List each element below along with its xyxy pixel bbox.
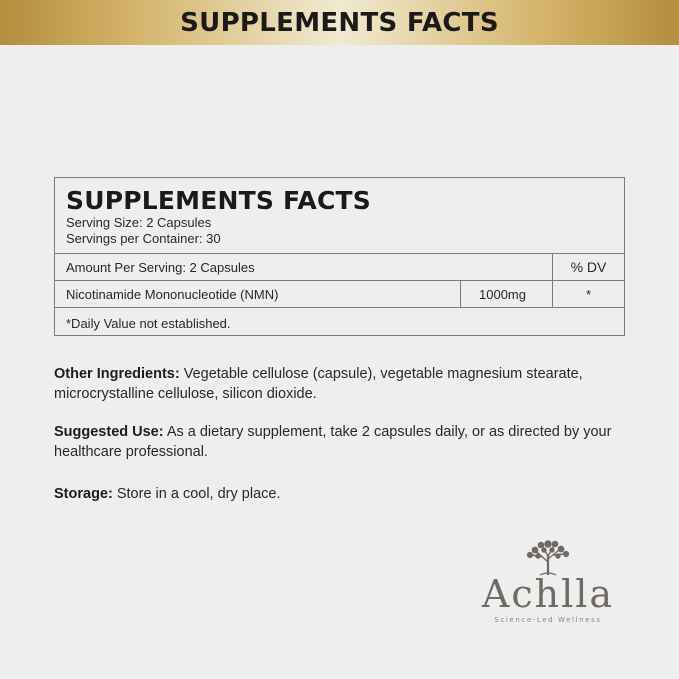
- brand-logo: [468, 540, 628, 632]
- top-banner: [0, 0, 679, 45]
- facts-footnote: *Daily Value not established.: [66, 316, 231, 331]
- other-ingredients-label: Other Ingredients:: [54, 366, 180, 382]
- banner-title: SUPPLEMENTS FACTS: [180, 7, 499, 38]
- ingredient-row: [55, 281, 624, 308]
- storage: [54, 484, 634, 504]
- storage-text: Store in a cool, dry place.: [112, 486, 281, 502]
- amount-per-serving: Amount Per Serving: 2 Capsules: [66, 259, 255, 275]
- suggested-use: [54, 422, 634, 462]
- ingredient-dv: *: [552, 281, 624, 307]
- dv-header: % DV: [552, 254, 624, 280]
- storage-label: Storage:: [54, 486, 113, 502]
- supplement-facts-panel: [54, 177, 625, 336]
- other-ingredients-text: Vegetable cellulose (capsule), vegetable magnesium stearate, microcrystalline cellulose, silicon dioxide.: [54, 366, 583, 402]
- tree-icon: [522, 540, 574, 576]
- serving-size: Serving Size: 2 Capsules: [66, 215, 212, 230]
- other-ingredients: [54, 364, 634, 404]
- ingredient-name: Nicotinamide Mononucleotide (NMN): [66, 286, 279, 302]
- facts-title: SUPPLEMENTS FACTS: [66, 186, 371, 215]
- servings-per-container: Servings per Container: 30: [66, 231, 221, 246]
- suggested-use-text: As a dietary supplement, take 2 capsules daily, or as directed by your healthcare professional.: [54, 424, 612, 460]
- amount-header-row: [55, 254, 624, 281]
- brand-tagline: Science-Led Wellness: [494, 616, 602, 624]
- brand-name: Achlla: [481, 572, 615, 616]
- ingredient-amount: 1000mg: [460, 281, 552, 307]
- suggested-use-label: Suggested Use:: [54, 424, 164, 440]
- facts-header: [55, 178, 624, 254]
